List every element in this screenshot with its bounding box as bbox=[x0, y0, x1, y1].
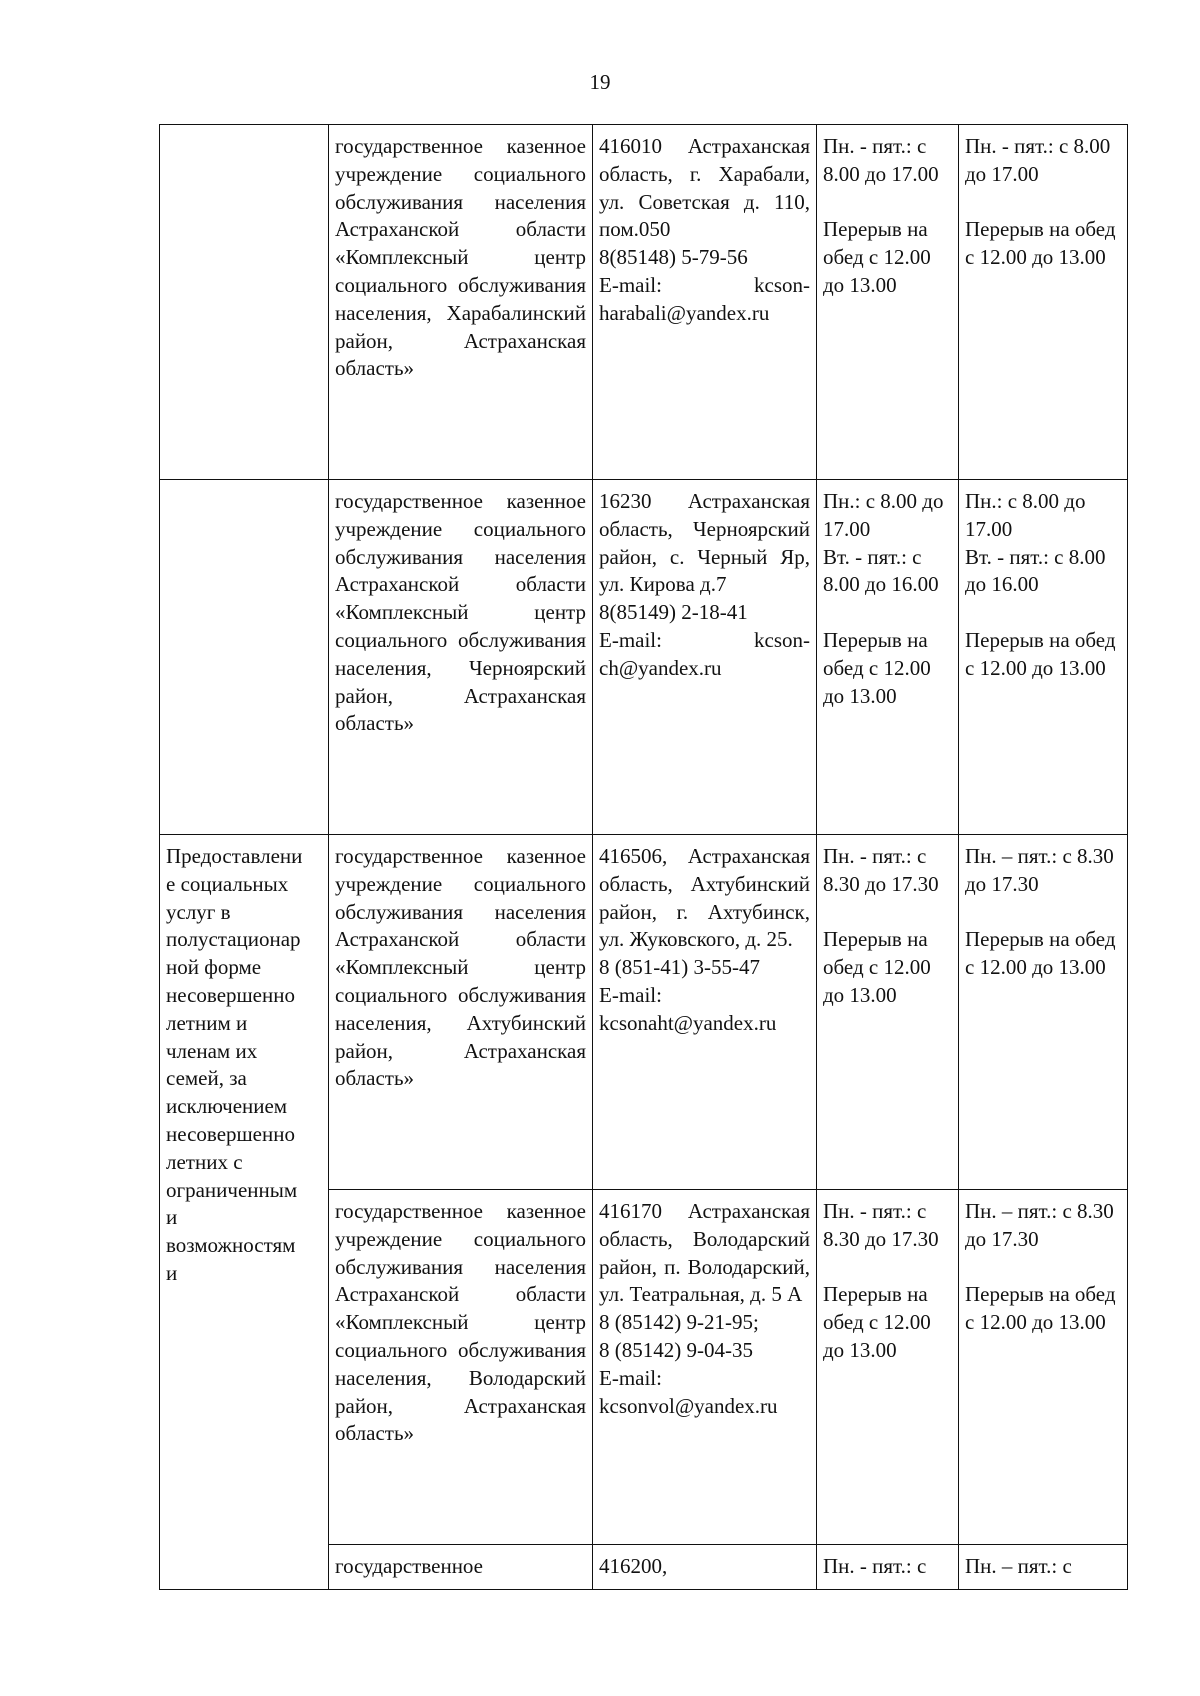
institution-cell: государственное bbox=[329, 1545, 593, 1590]
hours-cell: Пн. - пят.: с 8.00 до 17.00 Перерыв на обед с 12.00 до 13.00 bbox=[959, 125, 1128, 480]
hours-cell: Пн. - пят.: с 8.00 до 17.00 Перерыв на обед с 12.00 до 13.00 bbox=[817, 125, 959, 480]
page-number: 19 bbox=[589, 70, 611, 94]
address-cell: 416506, Астраханская область, Ахтубинский район, г. Ахтубинск, ул. Жуковского, д. 25. 8 (851-41) 3-55-47 E-mail: kcsonaht@yandex.ru bbox=[593, 835, 817, 1190]
institutions-table bbox=[159, 124, 1128, 1590]
hours-cell: Пн. – пят.: с 8.30 до 17.30 Перерыв на обед с 12.00 до 13.00 bbox=[959, 835, 1128, 1190]
address-cell: 416010 Астраханская область, г. Харабали, ул. Советская д. 110, пом.050 8(85148) 5-79-56 E-mail: kcson-harabali@yandex.ru bbox=[593, 125, 817, 480]
hours-cell: Пн. - пят.: с 8.30 до 17.30 Перерыв на обед с 12.00 до 13.00 bbox=[817, 1190, 959, 1545]
address-cell: 416200, bbox=[593, 1545, 817, 1590]
service-cell-empty bbox=[160, 480, 329, 835]
institution-cell: государственное казенное учреждение социального обслуживания населения Астраханской области «Комплексный центр социального обслуживания населения, Черноярский район, Астраханская область» bbox=[329, 480, 593, 835]
table-row bbox=[160, 835, 1128, 1190]
hours-cell: Пн. – пят.: с bbox=[959, 1545, 1128, 1590]
table-row bbox=[160, 125, 1128, 480]
service-cell-empty bbox=[160, 125, 329, 480]
institution-cell: государственное казенное учреждение социального обслуживания населения Астраханской области «Комплексный центр социального обслуживания населения, Ахтубинский район, Астраханская область» bbox=[329, 835, 593, 1190]
institution-cell: государственное казенное учреждение социального обслуживания населения Астраханской области «Комплексный центр социального обслуживания населения, Харабалинский район, Астраханская область» bbox=[329, 125, 593, 480]
address-cell: 416170 Астраханская область, Володарский район, п. Володарский, ул. Театральная, д. 5 А 8 (85142) 9-21-95; 8 (85142) 9-04-35 E-mail: kcsonvol@yandex.ru bbox=[593, 1190, 817, 1545]
hours-cell: Пн. – пят.: с 8.30 до 17.30 Перерыв на обед с 12.00 до 13.00 bbox=[959, 1190, 1128, 1545]
table-row bbox=[160, 480, 1128, 835]
hours-cell: Пн. - пят.: с 8.30 до 17.30 Перерыв на обед с 12.00 до 13.00 bbox=[817, 835, 959, 1190]
hours-cell: Пн. - пят.: с bbox=[817, 1545, 959, 1590]
address-cell: 16230 Астраханская область, Черноярский район, с. Черный Яр, ул. Кирова д.7 8(85149) 2-18-41 E-mail: kcson-ch@yandex.ru bbox=[593, 480, 817, 835]
hours-cell: Пн.: с 8.00 до 17.00 Вт. - пят.: с 8.00 до 16.00 Перерыв на обед с 12.00 до 13.00 bbox=[959, 480, 1128, 835]
hours-cell: Пн.: с 8.00 до 17.00 Вт. - пят.: с 8.00 до 16.00 Перерыв на обед с 12.00 до 13.00 bbox=[817, 480, 959, 835]
institution-cell: государственное казенное учреждение социального обслуживания населения Астраханской области «Комплексный центр социального обслуживания населения, Володарский район, Астраханская область» bbox=[329, 1190, 593, 1545]
service-description-cell: Предоставлени е социальных услуг в полустационар ной форме несовершенно летним и членам их семей, за исключением несовершенно летних с ограниченным и возможностям и bbox=[160, 835, 329, 1590]
